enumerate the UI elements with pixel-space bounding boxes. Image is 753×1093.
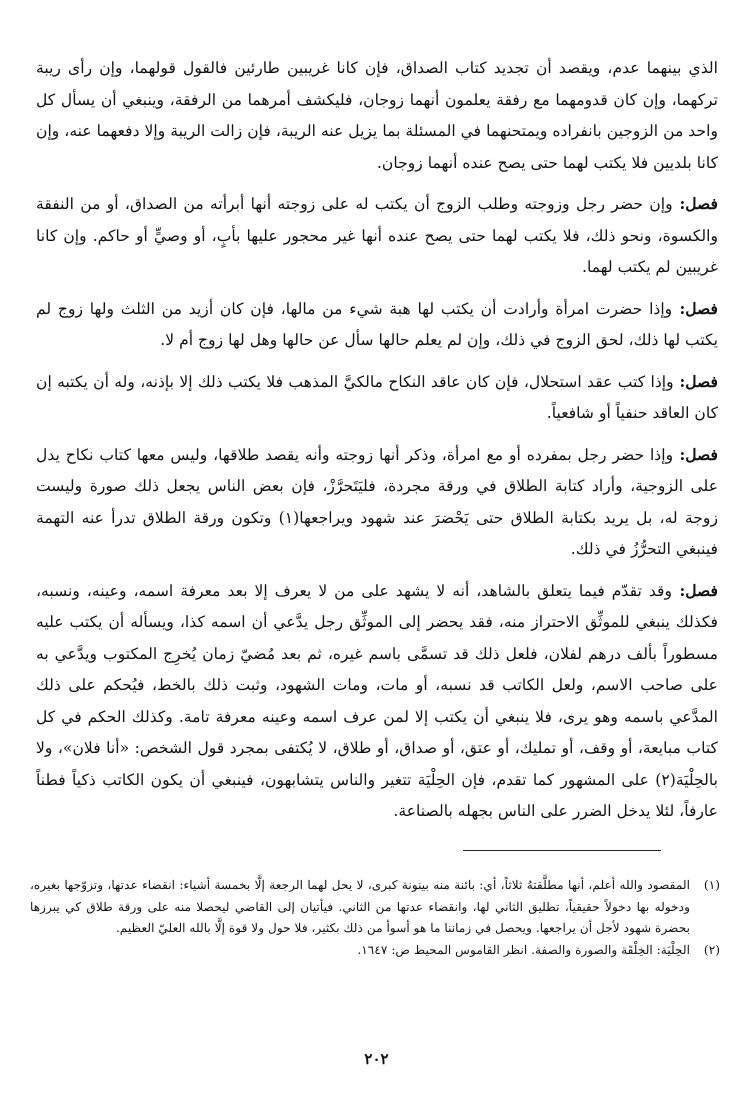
footnote-2 bbox=[30, 940, 720, 962]
section-lead: فصل: bbox=[672, 580, 718, 600]
paragraph-5 bbox=[36, 438, 718, 566]
paragraph-4 bbox=[36, 365, 718, 430]
section-lead: فصل: bbox=[672, 194, 718, 213]
section-lead: فصل: bbox=[673, 444, 718, 464]
section-lead: فصل: bbox=[673, 371, 718, 391]
footnotes bbox=[30, 875, 720, 961]
main-text bbox=[36, 52, 718, 836]
paragraph-text: وإذا كتب عقد استحلال، فإن كان عاقد النكاح مالكيَّ المذهب فلا يكتب ذلك إلا بإذنه، وله أن يكتبه إن كان العاقد حنفياً أو شافعياً. bbox=[36, 372, 718, 422]
paragraph-3 bbox=[36, 292, 718, 357]
footnote-text: المقصود والله أعلم، أنها مطلَّقتهُ ثلاثاً، أي: بائنة منه بينونة كبرى، لا يحل لهما الرجعة إلَّا بخمسة أشياء: انقضاء عدتها، وتزوّجها بغيره، ودخوله بها دخولاً حقيقياً، تطليق الثاني لها، وانقضاء عدتها من الثاني. فيأتيان إلى القاضي ليحصلا منه على ورقة طلاق كي يبرزها بحضرة شهود لأجل أن يراجعها. ويحصل في زماننا ما هو أسوأ من ذلك بكثير، فلا حول ولا قوة إلَّا بالله العليّ العظيم. bbox=[30, 878, 690, 935]
section-lead: فصل: bbox=[672, 298, 718, 318]
footnote-number: (٢) bbox=[703, 942, 720, 957]
paragraph-1 bbox=[36, 52, 718, 179]
paragraph-text: وإذا حضرت امرأة وأرادت أن يكتب لها هبة شيء من مالها، فإن كان أزيد من الثلث ولها زوج لم يكتب لها ذلك، لحق الزوج في ذلك، وإن لم يعلم حالها سأل عن حالها وهل لها زوج أم لا. bbox=[36, 299, 718, 349]
footnote-text: الحِلْيَة: الخِلْقَة والصورة والصفة. انظر القاموس المحيط ص: ١٦٤٧. bbox=[357, 942, 690, 957]
paragraph-text: الذي بينهما عدم، ويقصد أن تجديد كتاب الصداق، فإن كانا غريبين طارئين فالقول قولهما، وإن رأى ريبة تركهما، وإن كان قدومهما مع رفقة يعلمون أنهما زوجان، فليكشف أمرهما من الرفقة، وينبغي أن يسأل كل واحد من الزوجين بانفراده ويمتحنهما في المسئلة بما يزيل عنه الريبة، فإن زالت الريبة وإلا دفعهما عنه، وإن كانا بلديين فلا يكتب لهما حتى يصح عنده أنهما زوجان. bbox=[36, 59, 718, 172]
footnote-number: (١) bbox=[703, 878, 720, 892]
paragraph-6 bbox=[36, 574, 718, 828]
paragraph-text: وإذا حضر رجل بمفرده أو مع امرأة، وذكر أنها زوجته وأنه يقصد طلاقها، وليس معها كتاب نكاح يدل على الزوجية، وأراد كتابة الطلاق في ورقة مجردة، فليَتَحرَّزْ، فإن بعض الناس يجعل ذلك صورة وليست زوجة له، بل يريد بكتابة الطلاق حتى يَحْضرَ عند شهود ويراجعها(١) وتكون ورقة الطلاق تدرأ عنه التهمة فينبغي التحرُّزُ في ذلك. bbox=[36, 445, 718, 558]
footnote-1 bbox=[30, 875, 720, 940]
paragraph-2 bbox=[36, 187, 718, 284]
page-number: ٢٠٢ bbox=[364, 1050, 389, 1068]
footnote-separator bbox=[463, 850, 661, 851]
paragraph-text: وقد تقدّم فيما يتعلق بالشاهد، أنه لا يشهد على من لا يعرف إلا بعد معرفة اسمه، وعينه، ونسبه، فكذلك ينبغي للموثِّق الاحتراز منه، فقد يحضر إلى الموثِّق رجل يدَّعي أن اسمه كذا، ويسأله أن يكتب عليه مسطوراً بألف درهم لفلان، فلعل ذلك قد تسمَّى باسم غيره، ثم بعد مُضيّ زمان يُخرِج المكتوب ويدَّعي به على صاحب الاسم، ولعل الكاتب قد نسبه، أو مات، ومات الشهود، وثبت ذلك بالخط، فيُحكم على ذلك المدَّعي باسمه وهو يرى، فلا ينبغي أن يكتب إلا لمن عرف اسمه وعينه معرفة تامة. وكذلك الحكم في كل كتاب مبايعة، أو وقف، أو تمليك، أو عتق، أو صداق، أو طلاق، لا يُكتفى بمجرد قول الشخص: «أنا فلان»، ولا بالحِلْيَة(٢) على المشهور كما تقدم، فإن الحِلْيَة تتغير والناس يتشابهون، فينبغي أن يكون الكاتب ذكياً فطناً عارفاً، لئلا يدخل الضرر على الناس بجهله بالصناعة. bbox=[36, 581, 718, 820]
paragraph-text: وإن حضر رجل وزوجته وطلب الزوج أن يكتب له على زوجته أنها أبرأته من الصداق، أو من النفقة والكسوة، ونحو ذلك، فلا يكتب لهما حتى يصح عنده أنها غير محجور عليها بأبٍ، أو وصيٍّ أو حاكم. وإن كانا غريبين لم يكتب لهما. bbox=[36, 195, 718, 276]
